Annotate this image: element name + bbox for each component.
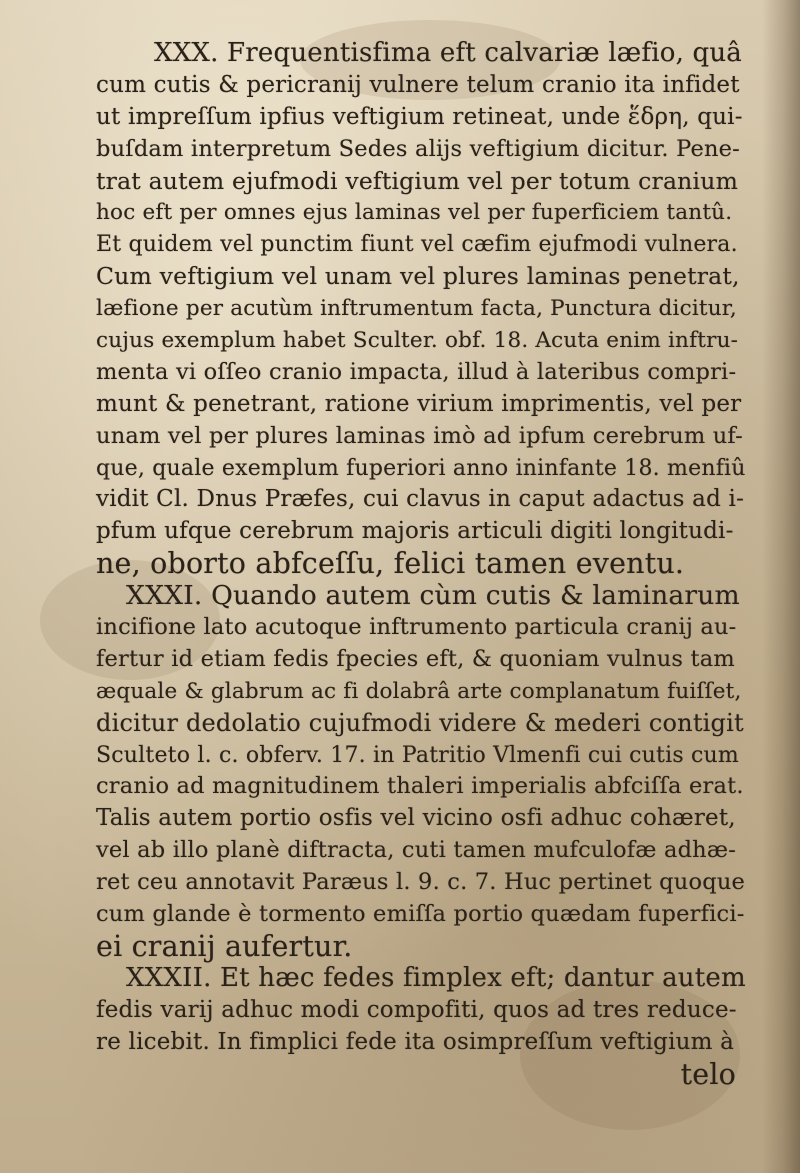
text-line: buſdam interpretum Sedes alijs veftigium dicitur. Pene- <box>96 135 740 162</box>
text-line: ei cranij aufertur. <box>96 929 353 963</box>
text-line: re licebit. In fimplici fede ita osimpreſſum veftigium à <box>96 1028 735 1055</box>
text-line: unam vel per plures laminas imò ad ipfum cerebrum uf- <box>96 422 743 449</box>
text-line: vidit Cl. Dnus Præfes, cui clavus in caput adactus ad i- <box>96 486 745 513</box>
catchword: telo <box>680 1057 736 1091</box>
text-line: Et quidem vel punctim fiunt vel cæfim ejufmodi vulnera. <box>96 232 738 258</box>
text-line: fedis varij adhuc modi compofiti, quos ad tres reduce- <box>96 996 737 1023</box>
text-line: XXXI. Quando autem cùm cutis & laminarum <box>126 580 740 612</box>
text-line: Talis autem portio osfis vel vicino osfi adhuc cohæret, <box>96 805 736 832</box>
text-line: XXXII. Et hæc fedes fimplex eft; dantur autem <box>126 962 746 993</box>
text-line: que, quale exemplum fuperiori anno ininfante 18. menfiû <box>96 455 746 481</box>
text-line: XXX. Frequentisfima eft calvariæ læfio, quâ <box>154 38 743 68</box>
text-line: pfum ufque cerebrum majoris articuli digiti longitudi- <box>96 518 734 545</box>
text-line: cum cutis & pericranij vulnere telum cranio ita infidet <box>96 71 740 98</box>
text-line: Cum veftigium vel unam vel plures laminas penetrat, <box>96 262 740 291</box>
text-line: hoc eft per omnes ejus laminas vel per fuperficiem tantû. <box>96 200 733 226</box>
text-line: ret ceu annotavit Paræus l. 9. c. 7. Huc pertinet quoque <box>96 869 746 896</box>
body-text <box>96 38 746 1090</box>
text-line: vel ab illo planè diftracta, cuti tamen mufculofæ adhæ- <box>96 837 737 864</box>
text-line: cujus exemplum habet Sculter. obf. 18. Acuta enim inftru- <box>96 328 739 354</box>
text-line: dicitur dedolatio cujufmodi videre & mederi contigit <box>96 708 744 737</box>
text-line: Sculteto l. c. obferv. 17. in Patritio Vlmenfi cui cutis cum <box>96 742 739 768</box>
text-line: incifione lato acutoque inftrumento particula cranij au- <box>96 614 737 641</box>
text-line: ne, oborto abfceſſu, felici tamen eventu. <box>96 547 685 581</box>
text-line: menta vi oſſeo cranio impacta, illud à lateribus compri- <box>96 358 737 385</box>
text-line: cranio ad magnitudinem thaleri imperialis abfciſſa erat. <box>96 773 744 800</box>
text-line: ut impreſſum ipfius veftigium retineat, unde ἕδρη, qui- <box>96 103 743 130</box>
text-line: munt & penetrant, ratione virium imprimentis, vel per <box>96 390 742 417</box>
text-line: cum glande è tormento emiſſa portio quædam fuperfici- <box>96 901 745 928</box>
text-line: æquale & glabrum ac fi dolabrâ arte complanatum fuiſſet, <box>96 678 742 704</box>
page-edge-shadow <box>762 0 800 1173</box>
text-line: fertur id etiam fedis fpecies eft, & quoniam vulnus tam <box>96 645 735 672</box>
text-line: læfione per acutùm inftrumentum facta, Punctura dicitur, <box>96 296 737 322</box>
text-line: trat autem ejufmodi veftigium vel per totum cranium <box>96 166 739 195</box>
